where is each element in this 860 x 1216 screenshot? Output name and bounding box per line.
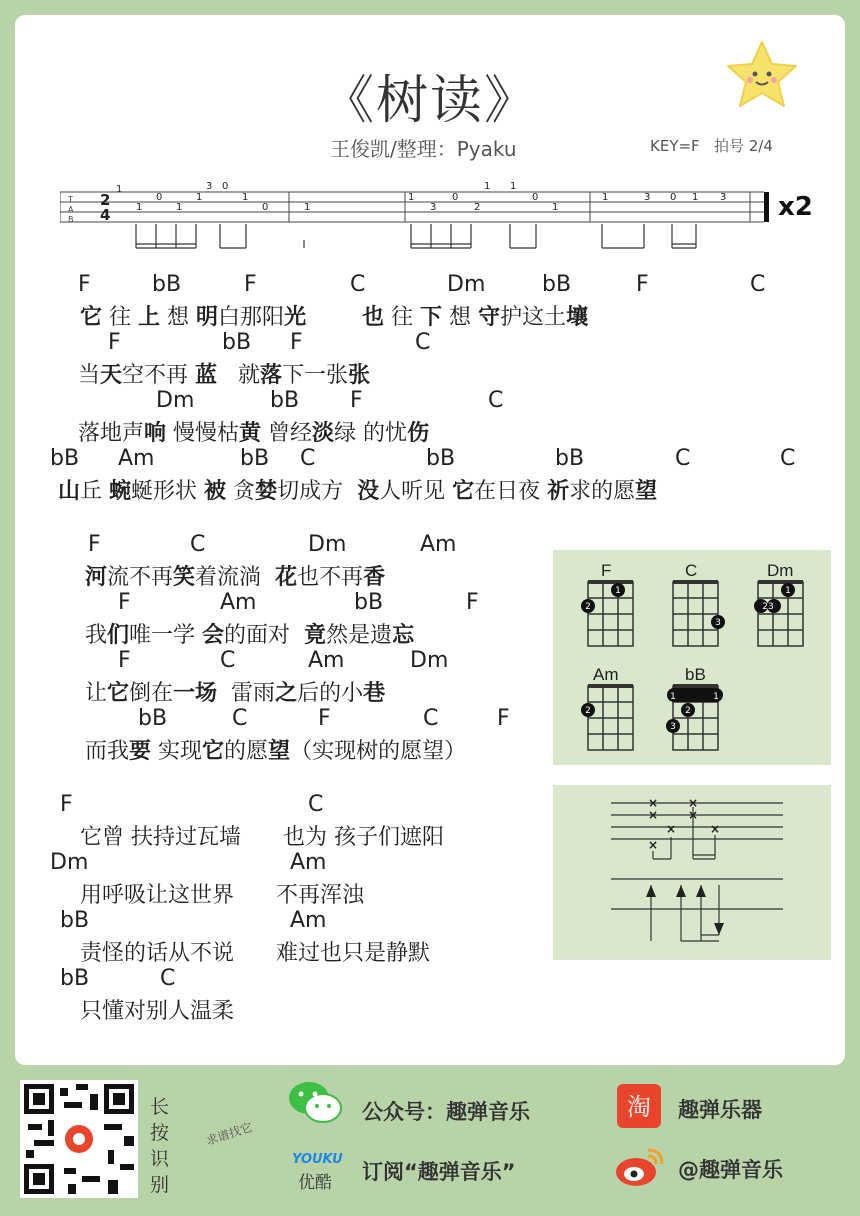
accent-syllable: 黄 xyxy=(239,421,262,446)
accent-syllable: 河 xyxy=(85,565,108,590)
lyric-line xyxy=(85,676,385,707)
lyric-line xyxy=(80,820,444,851)
svg-text:×: × xyxy=(648,838,659,852)
tab-note: 0 xyxy=(532,192,539,203)
svg-text:×: × xyxy=(688,796,699,810)
accent-syllable: 明 xyxy=(196,305,219,330)
lyric-text: 只懂对别人温柔 xyxy=(80,999,235,1024)
lyric-text: 就 xyxy=(217,363,261,388)
chord-name-bb: bB xyxy=(685,665,706,684)
chord-symbol: F xyxy=(88,532,101,557)
chord-symbol: C xyxy=(780,446,796,471)
youku-brand: YOUKU xyxy=(292,1152,343,1167)
taobao-icon[interactable] xyxy=(617,1084,661,1128)
chord-symbol: Dm xyxy=(308,532,347,557)
chord-symbol: F xyxy=(118,648,131,673)
chord-symbol: C xyxy=(300,446,316,471)
tab-time-bottom: 4 xyxy=(100,206,111,224)
finger-1: 1 xyxy=(615,586,621,596)
lyric-text: 的面对 xyxy=(224,623,305,648)
lyric-text: 曾经 xyxy=(261,421,313,446)
lyric-text: 倒在 xyxy=(129,681,174,706)
tab-note: 1 xyxy=(304,202,311,213)
lyric-text: 让 xyxy=(85,681,108,706)
lyric-text: 想 xyxy=(160,305,197,330)
chord-symbol: F xyxy=(497,706,510,731)
svg-text:×: × xyxy=(688,808,699,822)
song-title: 《树读》 xyxy=(321,71,538,131)
lyric-text: 着流淌 xyxy=(195,565,276,590)
chord-symbol: F xyxy=(466,590,479,615)
youku-label[interactable]: 优酷 xyxy=(298,1173,332,1193)
lyric-line xyxy=(85,734,466,765)
accent-syllable: 没 xyxy=(357,479,380,504)
chord-symbol: Dm xyxy=(447,272,486,297)
lyric-text: 然是遗 xyxy=(326,623,393,648)
lyric-text xyxy=(306,305,362,330)
accent-syllable: 它 xyxy=(107,681,130,706)
chord-symbol: bB xyxy=(542,272,572,297)
lyric-text: 空不再 xyxy=(122,363,196,388)
scan-hint: 长 按 识 别 xyxy=(150,1096,170,1196)
lyric-text: 往 xyxy=(384,305,421,330)
lyric-text: 白那阳 xyxy=(218,305,285,330)
chord-symbol: bB xyxy=(240,446,270,471)
tab-note: 1 xyxy=(196,192,203,203)
star-icon xyxy=(722,38,802,110)
tab-clef-a: A xyxy=(68,205,74,214)
tab-note: 3 xyxy=(430,202,437,213)
svg-text:×: × xyxy=(648,796,659,810)
chord-symbol: Am xyxy=(290,850,327,875)
tab-note: 3 xyxy=(720,192,727,203)
chord-symbol: Am xyxy=(118,446,155,471)
lyric-text: 在日夜 xyxy=(474,479,548,504)
chord-symbol: Dm xyxy=(410,648,449,673)
accent-syllable: 笑 xyxy=(173,565,196,590)
accent-syllable: 香 xyxy=(363,565,386,590)
lyric-text: 蜒形状 xyxy=(131,479,205,504)
lyric-text: 落地声 xyxy=(78,421,145,446)
accent-syllable: 光 xyxy=(284,305,307,330)
lyric-text: 切成方 xyxy=(277,479,358,504)
accent-syllable: 花 xyxy=(275,565,298,590)
chord-symbol: C xyxy=(415,330,431,355)
tab-note: 3 xyxy=(644,192,651,203)
chord-symbol: C xyxy=(350,272,366,297)
footer xyxy=(0,1070,860,1216)
taobao-icon-text: 淘 xyxy=(627,1093,651,1121)
lyric-text: 求的愿 xyxy=(569,479,636,504)
lyric-text: 责怪的话从不说 难过也只是静默 xyxy=(80,941,430,966)
chord-symbol: F xyxy=(350,388,363,413)
lyric-line xyxy=(80,994,234,1025)
lyric-text: 的愿 xyxy=(224,739,269,764)
accent-syllable: 天 xyxy=(100,363,123,388)
finger-2: 2 xyxy=(685,706,691,716)
tab-note: 3 xyxy=(206,182,213,192)
repeat-marker: x2 xyxy=(778,192,813,222)
lyric-text: 下一张 xyxy=(282,363,349,388)
tab-time-top: 2 xyxy=(100,191,111,209)
lyric-text: 雷雨 xyxy=(217,681,276,706)
chord-symbol: F xyxy=(78,272,91,297)
chord-symbol: bB xyxy=(60,908,90,933)
accent-syllable: 一场 xyxy=(173,681,218,706)
chord-symbol: C xyxy=(190,532,206,557)
chord-symbol: Am xyxy=(220,590,257,615)
chord-symbol: bB xyxy=(60,966,90,991)
chord-symbol: bB xyxy=(426,446,456,471)
lyric-text: 人听见 xyxy=(379,479,453,504)
tab-note: 0 xyxy=(156,192,163,203)
accent-syllable: 落 xyxy=(260,363,283,388)
lyric-text: （实现树的愿望） xyxy=(290,739,467,764)
author-credit: 王俊凯/整理：Pyaku xyxy=(330,137,517,161)
time-signature-label: 拍号 2/4 xyxy=(714,137,773,155)
tab-note: 1 xyxy=(602,192,609,203)
accent-syllable: 要 xyxy=(129,739,152,764)
accent-syllable: 壤 xyxy=(566,305,589,330)
accent-syllable: 竟 xyxy=(304,623,327,648)
tab-note: 0 xyxy=(670,192,677,203)
tab-note: 0 xyxy=(222,182,229,192)
lyric-line xyxy=(85,560,385,591)
chord-symbol: Dm xyxy=(156,388,195,413)
chord-symbol: bB xyxy=(270,388,300,413)
chord-symbol: F xyxy=(108,330,121,355)
lyric-line xyxy=(80,878,364,909)
lyric-text: 护这土 xyxy=(500,305,567,330)
lyric-text: 当 xyxy=(78,363,101,388)
tab-note: 1 xyxy=(242,192,249,203)
chord-symbol: C xyxy=(232,706,248,731)
accent-syllable: 它 xyxy=(202,739,225,764)
finger-3: 3 xyxy=(715,618,721,628)
tab-clef-b: B xyxy=(68,215,74,224)
tab-note: 1 xyxy=(408,192,415,203)
lyric-text: 绿 的忧 xyxy=(334,421,408,446)
accent-syllable: 望 xyxy=(268,739,291,764)
lyric-line xyxy=(80,300,588,331)
finger-3: 3 xyxy=(670,722,676,732)
lyric-text: 我 xyxy=(85,623,108,648)
accent-syllable: 它 xyxy=(452,479,475,504)
lyric-text: 贪 xyxy=(226,479,256,504)
accent-syllable: 婪 xyxy=(255,479,278,504)
lyric-line xyxy=(80,936,430,967)
tab-note: 1 xyxy=(136,202,143,213)
tab-clef-t: T xyxy=(68,195,73,204)
key-label: KEY=F xyxy=(650,137,700,155)
finger-2: 2 xyxy=(585,602,591,612)
accent-syllable: 蓝 xyxy=(195,363,218,388)
accent-syllable: 祈 xyxy=(547,479,570,504)
tab-note: 1 xyxy=(510,182,517,192)
accent-syllable: 张 xyxy=(348,363,371,388)
finger-1: 1 xyxy=(670,692,676,702)
chord-symbol: C xyxy=(750,272,766,297)
weibo-account-label[interactable]: @趣弹音乐 xyxy=(678,1158,783,1182)
accent-syllable: 望 xyxy=(635,479,658,504)
tab-note: 2 xyxy=(474,202,481,213)
svg-text:×: × xyxy=(666,822,677,836)
lyric-text: 实现 xyxy=(151,739,203,764)
lyric-line xyxy=(78,358,370,389)
lyric-text: 用呼吸让这世界 不再浑浊 xyxy=(80,883,364,908)
taobao-store-label[interactable]: 趣弹乐器 xyxy=(678,1098,762,1122)
ukulele-tab xyxy=(60,182,772,252)
lyric-text: 慢慢枯 xyxy=(166,421,240,446)
accent-syllable: 之 xyxy=(275,681,298,706)
tab-note: 1 xyxy=(484,182,491,192)
lyric-text: 丘 xyxy=(80,479,110,504)
chord-symbol: C xyxy=(488,388,504,413)
svg-text:×: × xyxy=(648,808,659,822)
accent-syllable: 也 xyxy=(362,305,385,330)
accent-syllable: 它 xyxy=(80,305,103,330)
accent-syllable: 会 xyxy=(202,623,225,648)
chord-symbol: F xyxy=(244,272,257,297)
lyric-text: 也不再 xyxy=(297,565,364,590)
youku-subscribe-label[interactable]: 订阅“趣弹音乐” xyxy=(362,1160,516,1184)
tab-note: 0 xyxy=(262,202,269,213)
chord-name-am: Am xyxy=(593,665,619,684)
accent-syllable: 上 xyxy=(138,305,161,330)
finger-1: 1 xyxy=(713,692,719,702)
finger-1: 1 xyxy=(785,586,791,596)
accent-syllable: 伤 xyxy=(407,421,430,446)
chord-symbol: F xyxy=(290,330,303,355)
lyric-text: 流不再 xyxy=(107,565,174,590)
accent-syllable: 响 xyxy=(144,421,167,446)
weibo-icon[interactable] xyxy=(614,1144,666,1190)
lyric-text: 而我 xyxy=(85,739,130,764)
chord-symbol: bB xyxy=(152,272,182,297)
chord-name-dm: Dm xyxy=(767,561,794,580)
tab-note: 1 xyxy=(552,202,559,213)
tab-note: 1 xyxy=(116,184,123,195)
chord-symbol: F xyxy=(118,590,131,615)
chord-symbol: C xyxy=(220,648,236,673)
lyric-text: 唯一学 xyxy=(129,623,203,648)
chord-symbol: Am xyxy=(420,532,457,557)
key-info xyxy=(650,135,773,156)
svg-text:×: × xyxy=(710,822,721,836)
lyric-text: 往 xyxy=(102,305,139,330)
lyric-line xyxy=(85,618,414,649)
accent-syllable: 山 xyxy=(58,479,81,504)
chord-symbol: F xyxy=(318,706,331,731)
handwriting-note: 求谱找它 xyxy=(204,1119,255,1149)
rhythm-diagram xyxy=(553,785,831,960)
lyric-text: 后的小 xyxy=(297,681,364,706)
accent-syllable: 们 xyxy=(107,623,130,648)
chord-symbol: C xyxy=(423,706,439,731)
chord-symbol: F xyxy=(636,272,649,297)
accent-syllable: 守 xyxy=(478,305,501,330)
chord-symbol: Am xyxy=(308,648,345,673)
wechat-icon[interactable] xyxy=(285,1078,345,1128)
finger-23: 23 xyxy=(762,602,774,612)
chord-symbol: Dm xyxy=(50,850,89,875)
accent-syllable: 蜿 xyxy=(109,479,132,504)
tab-note: 0 xyxy=(452,192,459,203)
chord-symbol: bB xyxy=(138,706,168,731)
tab-note: 1 xyxy=(176,202,183,213)
tab-note: 1 xyxy=(692,192,699,203)
chord-name-c: C xyxy=(685,561,698,580)
lyric-line xyxy=(58,474,657,505)
accent-syllable: 忘 xyxy=(392,623,415,648)
finger-2: 2 xyxy=(585,706,591,716)
lyric-text: 它曾 扶持过瓦墙 也为 孩子们遮阳 xyxy=(80,825,444,850)
accent-syllable: 巷 xyxy=(363,681,386,706)
chord-diagrams xyxy=(553,550,831,765)
chord-symbol: bB xyxy=(222,330,252,355)
lyric-text: 想 xyxy=(442,305,479,330)
chord-symbol: C xyxy=(308,792,324,817)
chord-symbol: bB xyxy=(354,590,384,615)
chord-symbol: C xyxy=(160,966,176,991)
accent-syllable: 下 xyxy=(420,305,443,330)
lyric-line xyxy=(78,416,429,447)
chord-symbol: C xyxy=(675,446,691,471)
chord-symbol: bB xyxy=(50,446,80,471)
chord-name-f: F xyxy=(601,561,612,580)
qr-code-icon[interactable] xyxy=(20,1080,138,1198)
wechat-account-label[interactable]: 公众号：趣弹音乐 xyxy=(362,1100,530,1124)
accent-syllable: 被 xyxy=(204,479,227,504)
chord-symbol: bB xyxy=(555,446,585,471)
chord-symbol: F xyxy=(60,792,73,817)
accent-syllable: 淡 xyxy=(312,421,335,446)
chord-symbol: Am xyxy=(290,908,327,933)
